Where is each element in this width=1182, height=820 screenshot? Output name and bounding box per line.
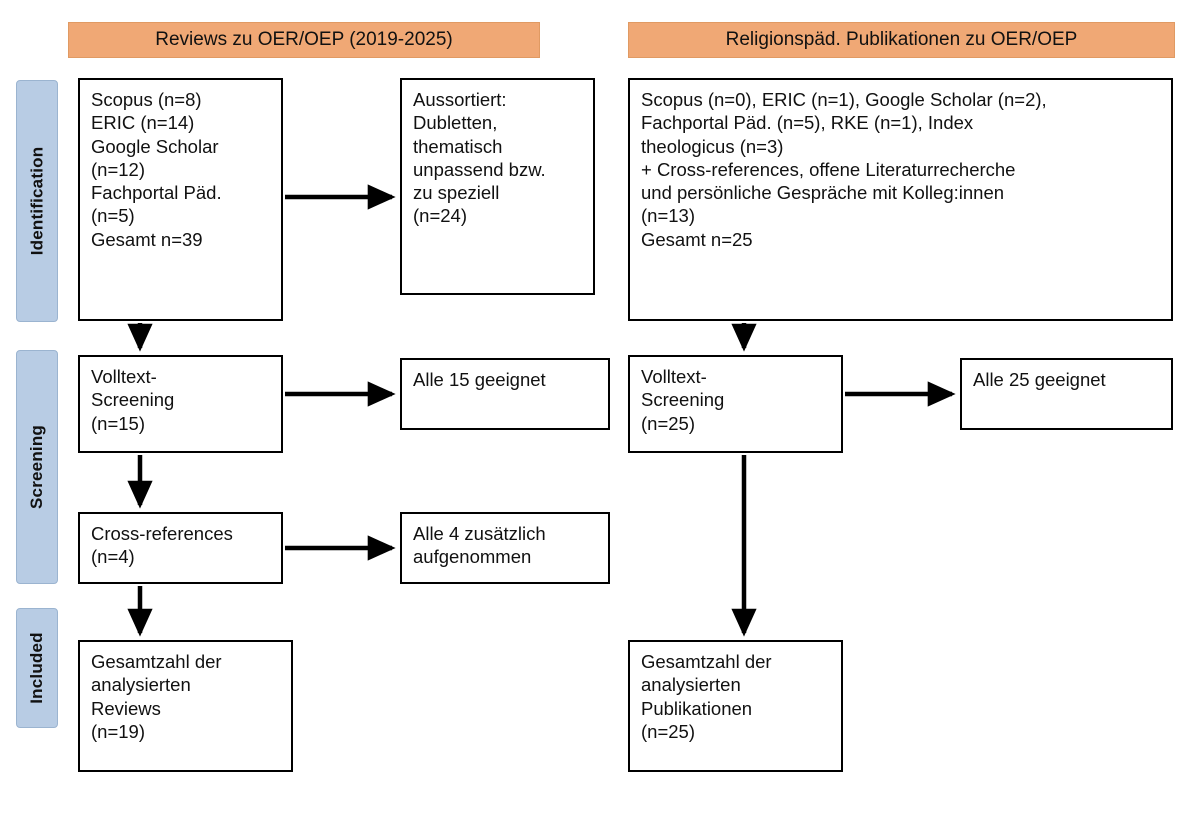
node-line: (n=25): [641, 412, 695, 434]
node-line: Scopus (n=8): [91, 89, 202, 110]
node-line: Alle 15 geeignet: [413, 369, 546, 390]
node-left-fulltext-screening: [78, 355, 283, 453]
node-line: Google Scholar: [91, 135, 219, 157]
node-right-included-total: [628, 640, 843, 772]
node-line: Cross-references: [91, 523, 233, 544]
node-left-identification-sources: [78, 78, 283, 321]
node-line: Fachportal Päd. (n=5), RKE (n=1), Index: [641, 112, 974, 134]
node-left-fulltext-result: [400, 358, 610, 430]
node-line: (n=4): [91, 546, 135, 568]
node-right-fulltext-screening: [628, 355, 843, 453]
node-left-crossreferences: [78, 512, 283, 584]
node-line: ERIC (n=14): [91, 112, 195, 134]
node-line: + Cross-references, offene Literaturrecherche: [641, 158, 1016, 180]
node-line: aufgenommen: [413, 546, 532, 568]
node-line: Volltext-: [641, 366, 707, 387]
column-header-right: [628, 22, 1175, 58]
node-line: theologicus (n=3): [641, 135, 784, 157]
node-right-identification-sources: [628, 78, 1173, 321]
node-line: Scopus (n=0), ERIC (n=1), Google Scholar (n=2),: [641, 89, 1047, 110]
node-right-fulltext-result: [960, 358, 1173, 430]
node-line: (n=19): [91, 720, 145, 742]
node-line: Volltext-: [91, 366, 157, 387]
node-line: unpassend bzw.: [413, 158, 546, 180]
column-header-left-text: Reviews zu OER/OEP (2019-2025): [155, 29, 453, 50]
node-line: (n=25): [641, 720, 695, 742]
node-line: (n=12): [91, 158, 145, 180]
stage-label-screening-text: Screening: [27, 425, 46, 509]
node-line: zu speziell: [413, 182, 500, 204]
node-line: und persönliche Gespräche mit Kolleg:innen: [641, 182, 1005, 204]
column-header-left: [68, 22, 540, 58]
node-line: (n=13): [641, 205, 695, 227]
node-line: thematisch: [413, 135, 503, 157]
node-line: Publikationen: [641, 697, 753, 719]
node-left-excluded: [400, 78, 595, 295]
node-line: Gesamt n=39: [91, 228, 203, 250]
node-line: Gesamtzahl der: [641, 651, 772, 672]
node-left-included-total: [78, 640, 293, 772]
stage-label-identification: [16, 80, 58, 322]
column-header-right-text: Religionspäd. Publikationen zu OER/OEP: [725, 29, 1078, 50]
node-line: Alle 4 zusätzlich: [413, 523, 546, 544]
node-left-crossreferences-result: [400, 512, 610, 584]
stage-label-screening: [16, 350, 58, 584]
node-line: Gesamtzahl der: [91, 651, 222, 672]
node-line: analysierten: [641, 674, 741, 696]
node-line: Aussortiert:: [413, 89, 507, 110]
node-line: Gesamt n=25: [641, 228, 753, 250]
node-line: Alle 25 geeignet: [973, 369, 1106, 390]
node-line: Reviews: [91, 697, 161, 719]
node-line: analysierten: [91, 674, 191, 696]
stage-label-included: [16, 608, 58, 728]
node-line: (n=5): [91, 205, 135, 227]
node-line: Dubletten,: [413, 112, 498, 134]
node-line: Fachportal Päd.: [91, 182, 222, 204]
node-line: (n=15): [91, 412, 145, 434]
stage-label-identification-text: Identification: [27, 146, 47, 256]
node-line: (n=24): [413, 205, 467, 227]
node-line: Screening: [641, 389, 725, 411]
node-line: Screening: [91, 389, 175, 411]
stage-label-included-text: Included: [27, 632, 46, 704]
